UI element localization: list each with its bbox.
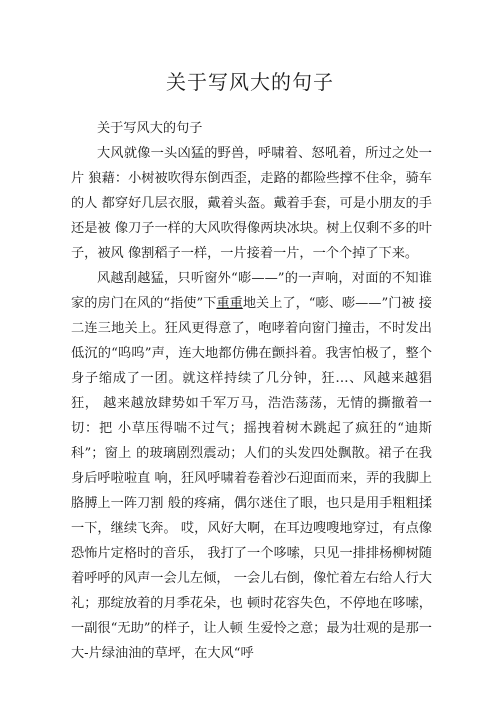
- underlined-word: 重重: [216, 296, 243, 311]
- document-body: [71, 116, 432, 666]
- paragraph-2: [71, 266, 432, 666]
- paragraph-2-part-1: 风越刮越猛，只听窗外“嘭——”的一声响，对面的不知谁 家的房门在风的“指使”下: [71, 271, 432, 311]
- paragraph-1: 大风就像一头凶猛的野兽，呼啸着、怒吼着，所过之处一片 狼藉：小树被吹得东倒西歪，走路的都险些撑不住伞，骑车的人 都穿好几层衣服，戴着头盔。戴着手套，可是小朋友的手还是被 像刀子一样的大风吹得像两块冰块。树上仅剩不多的叶子，被风 像割稻子一样，一片接着一片，一个个掉了下来。: [71, 146, 432, 261]
- paragraph-2-part-2: 地关上了，“嘭、嘭——”门被 接二连三地关上。狂风更得意了，咆哮着向窗门撞击，不时发出 低沉的“呜呜”声，连大地都仿佛在颤抖着。我害怕极了，整个 身子缩成了一团。就这样持续了几分钟，狂…、风越来越猖狂， 越来越放肆势如千军万马，浩浩荡荡，无情的撕撤着一切：把 小草压得喘不过气；摇拽着树木跳起了疯狂的“迪斯科”；窗上 的玻璃剧烈震动；人们的头发四处飘散。裙子在我身后呼啦啦直 响，狂风呼啸着卷着沙石迎面而来，弄的我脚上胳膊上一阵刀割 般的疼痛，偶尔迷住了眼，也只是用手粗粗揉一下，继续飞奔。 哎，风好大啊，在耳边嗖嗖地穿过，有点像恐怖片定格时的音乐， 我打了一个哆嗦，只见一排排杨柳树随着呼呼的风声一会儿左倾， 一会儿右倒，像忙着左右给人行大礼；那绽放着的月季花朵，也 顿时花容失色，不停地在哆嗦，一副很“无助”的样子，让人顿 生爱怜之意；最为壮观的是那一大-片绿油油的草坪，在大风“呼: [71, 296, 432, 661]
- document-title: 关于写风大的句子: [166, 70, 334, 94]
- document-subtitle: 关于写风大的句子: [97, 121, 203, 136]
